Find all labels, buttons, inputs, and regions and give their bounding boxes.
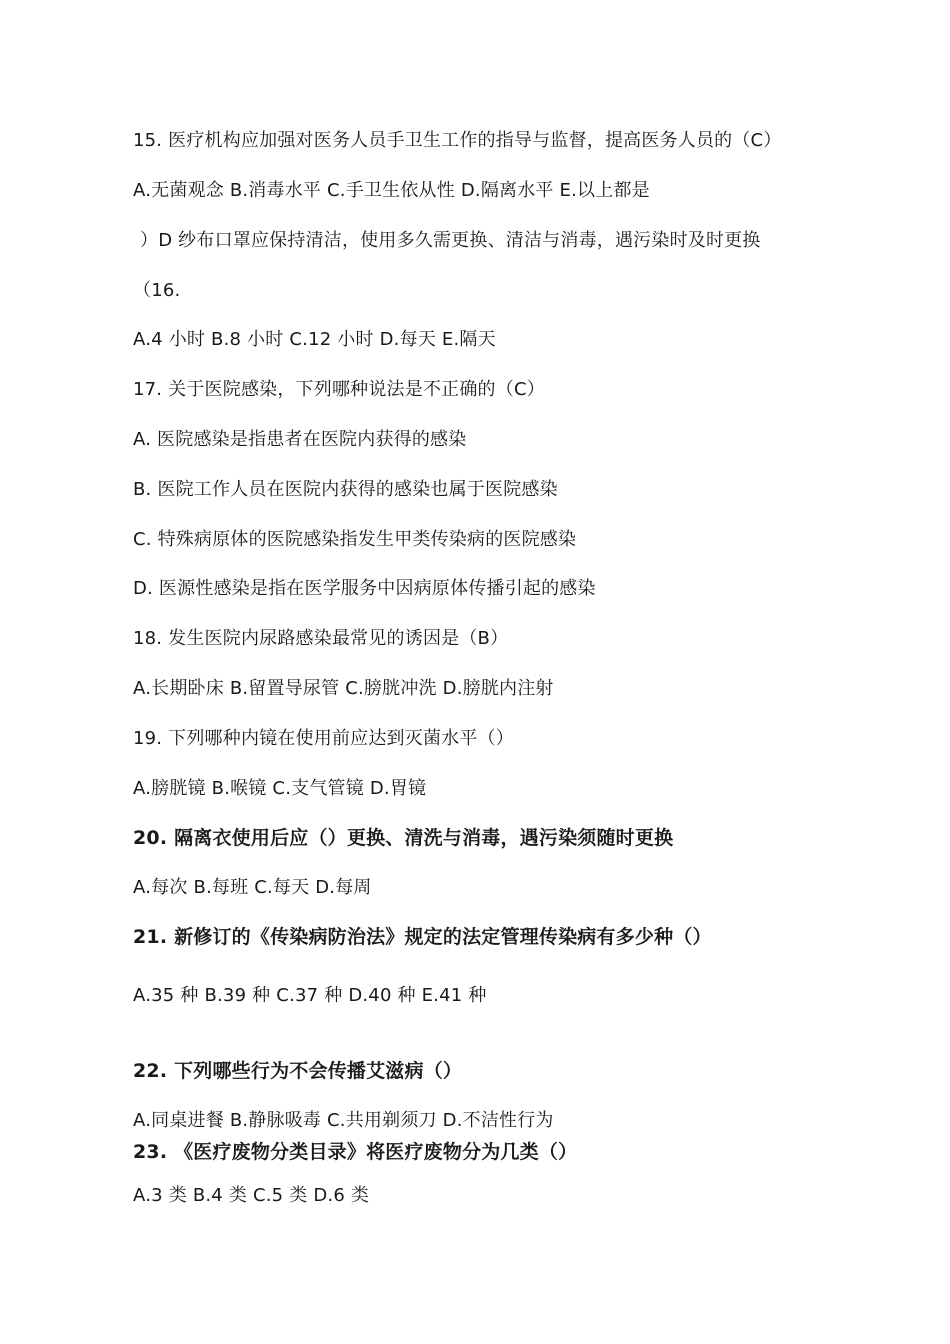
question-21: 21. 新修订的《传染病防治法》规定的法定管理传染病有多少种（） <box>133 926 712 948</box>
question-19-options: A.膀胱镜 B.喉镜 C.支气管镜 D.胃镜 <box>133 778 427 799</box>
question-20-options: A.每次 B.每班 C.每天 D.每周 <box>133 877 372 898</box>
question-21-options: A.35 种 B.39 种 C.37 种 D.40 种 E.41 种 <box>133 985 487 1006</box>
question-15: 15. 医疗机构应加强对医务人员手卫生工作的指导与监督，提高医务人员的（C） <box>133 130 782 151</box>
question-16-number: （16. <box>133 280 181 301</box>
question-17-option-c: C. 特殊病原体的医院感染指发生甲类传染病的医院感染 <box>133 529 577 550</box>
question-17-option-a: A. 医院感染是指患者在医院内获得的感染 <box>133 429 467 450</box>
question-22: 22. 下列哪些行为不会传播艾滋病（） <box>133 1060 463 1082</box>
question-20: 20. 隔离衣使用后应（）更换、清洗与消毒，遇污染须随时更换 <box>133 827 674 849</box>
question-17-option-d: D. 医源性感染是指在医学服务中因病原体传播引起的感染 <box>133 578 596 599</box>
question-22-options: A.同桌进餐 B.静脉吸毒 C.共用剃须刀 D.不洁性行为 <box>133 1110 554 1131</box>
question-17-option-b: B. 医院工作人员在医院内获得的感染也属于医院感染 <box>133 479 558 500</box>
question-23: 23. 《医疗废物分类目录》将医疗废物分为几类（） <box>133 1141 578 1163</box>
question-19: 19. 下列哪种内镜在使用前应达到灭菌水平（） <box>133 728 514 749</box>
question-17: 17. 关于医院感染，下列哪种说法是不正确的（C） <box>133 379 545 400</box>
question-18: 18. 发生医院内尿路感染最常见的诱因是（B） <box>133 628 509 649</box>
question-16-options: A.4 小时 B.8 小时 C.12 小时 D.每天 E.隔天 <box>133 329 496 350</box>
question-23-options: A.3 类 B.4 类 C.5 类 D.6 类 <box>133 1185 370 1206</box>
question-15-options: A.无菌观念 B.消毒水平 C.手卫生依从性 D.隔离水平 E.以上都是 <box>133 180 650 201</box>
question-16-text: ）D 纱布口罩应保持清洁，使用多久需更换、清洁与消毒，遇污染时及时更换 <box>140 230 761 251</box>
question-18-options: A.长期卧床 B.留置导尿管 C.膀胱冲洗 D.膀胱内注射 <box>133 678 554 699</box>
